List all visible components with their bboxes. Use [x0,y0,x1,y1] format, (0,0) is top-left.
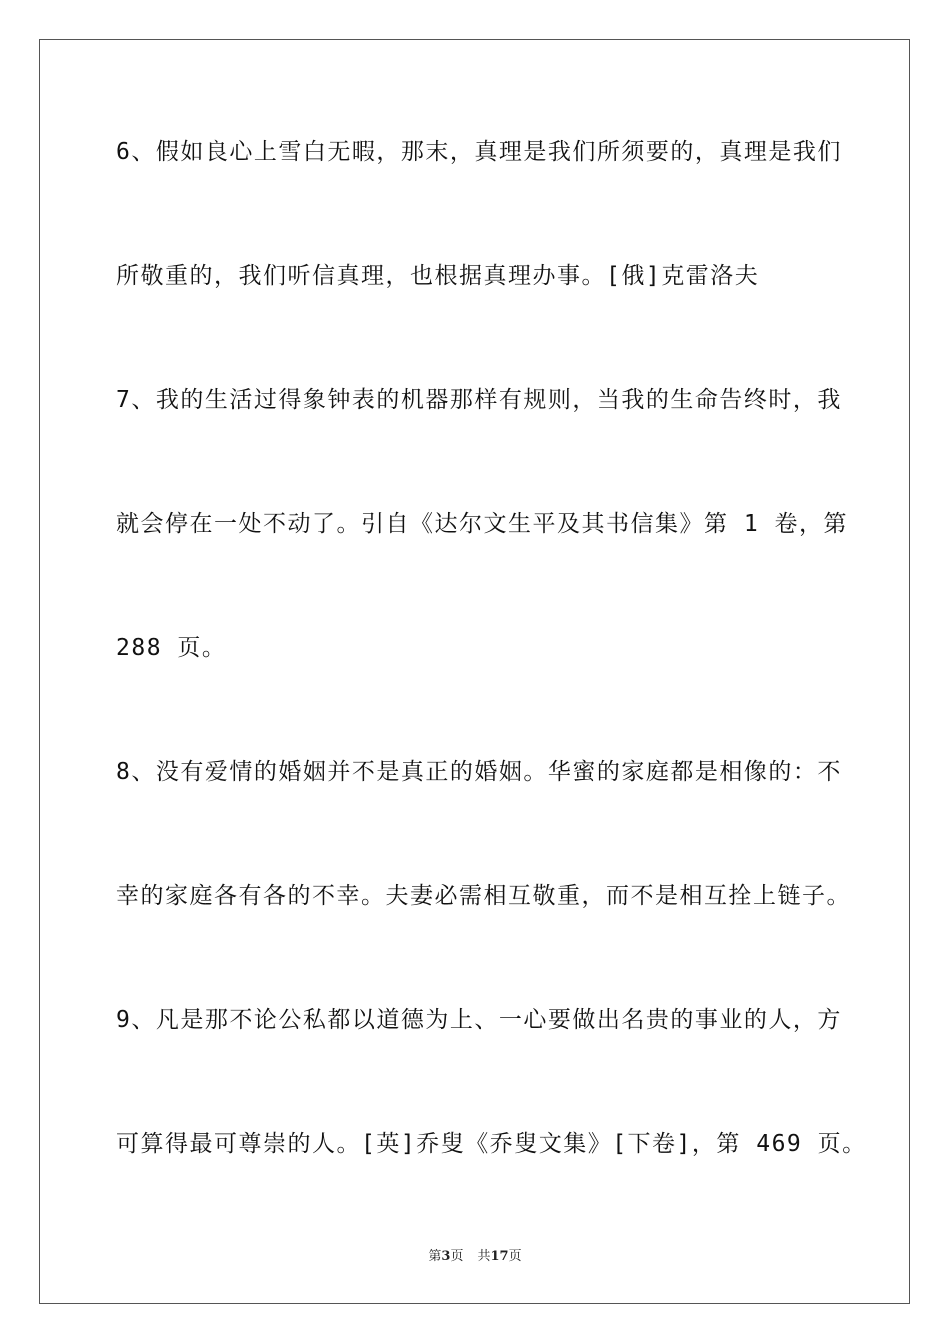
page-border [39,39,910,1304]
page-footer [0,1249,950,1265]
total-prefix: 共 [477,1249,491,1264]
text-line: 8、没有爱情的婚姻并不是真正的婚姻。华蜜的家庭都是相像的：不 [116,759,842,785]
text-line: 就会停在一处不动了。引自《达尔文生平及其书信集》第 1 卷，第 [116,511,849,537]
total-pages: 17 [490,1249,509,1264]
text-line: 所敬重的，我们听信真理，也根据真理办事。[俄]克雷洛夫 [116,263,760,289]
text-line: 7、我的生活过得象钟表的机器那样有规则，当我的生命告终时，我 [116,387,842,413]
text-line: 可算得最可尊崇的人。[英]乔叟《乔叟文集》[下卷]，第 469 页。 [116,1131,867,1157]
page-number: 3 [441,1249,451,1264]
text-line: 9、凡是那不论公私都以道德为上、一心要做出名贵的事业的人，方 [116,1007,842,1033]
total-suffix: 页 [508,1249,522,1264]
page-prefix: 第 [428,1249,442,1264]
text-line: 幸的家庭各有各的不幸。夫妻必需相互敬重，而不是相互拴上链子。 [116,883,851,909]
text-line: 6、假如良心上雪白无暇，那末，真理是我们所须要的，真理是我们 [116,139,842,165]
text-line: 288 页。 [116,635,227,661]
page-suffix: 页 [450,1249,464,1264]
